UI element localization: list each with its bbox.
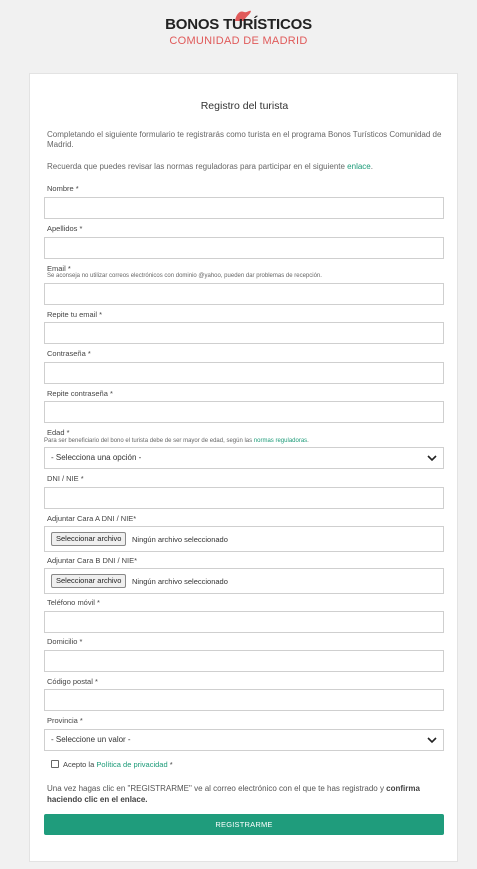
form-title: Registro del turista bbox=[200, 100, 289, 112]
provincia-select-value: - Seleccione un valor - bbox=[51, 735, 131, 744]
note-text: Una vez hagas clic en "REGISTRARME" ve al correo electrónico con el que te has registrado y bbox=[47, 784, 387, 793]
edad-label: Edad * bbox=[47, 428, 70, 437]
cara-a-filename: Ningún archivo seleccionado bbox=[132, 535, 228, 544]
cara-a-label: Adjuntar Cara A DNI / NIE* bbox=[47, 514, 137, 523]
cara-a-select-button[interactable]: Seleccionar archivo bbox=[51, 532, 126, 546]
repite-email-label: Repite tu email * bbox=[47, 310, 103, 319]
edad-hint-end: . bbox=[307, 438, 309, 444]
privacy-checkbox[interactable] bbox=[51, 760, 59, 768]
codigo-postal-label: Código postal * bbox=[47, 677, 98, 686]
telefono-input[interactable] bbox=[44, 611, 444, 633]
privacy-policy-link[interactable]: Política de privacidad bbox=[96, 760, 168, 769]
register-button[interactable]: REGISTRARME bbox=[44, 814, 444, 835]
email-hint: Se aconseja no utilizar correos electrónicos con dominio @yahoo, pueden dar problemas de recepción. bbox=[47, 273, 322, 279]
nombre-label: Nombre * bbox=[47, 184, 79, 193]
confirmation-note bbox=[47, 783, 442, 805]
cara-b-label: Adjuntar Cara B DNI / NIE* bbox=[47, 556, 138, 565]
brand-name: BONOS TURÍSTICOS bbox=[165, 16, 312, 33]
apellidos-label: Apellidos * bbox=[47, 224, 83, 233]
repite-email-input[interactable] bbox=[44, 322, 444, 344]
cara-b-select-button[interactable]: Seleccionar archivo bbox=[51, 574, 126, 588]
dni-label: DNI / NIE * bbox=[47, 474, 84, 483]
repite-contrasena-label: Repite contraseña * bbox=[47, 389, 113, 398]
contrasena-label: Contraseña * bbox=[47, 349, 91, 358]
repite-contrasena-input[interactable] bbox=[44, 401, 444, 423]
cara-b-filename: Ningún archivo seleccionado bbox=[132, 577, 228, 586]
edad-hint bbox=[44, 438, 309, 444]
rules-notice bbox=[47, 162, 442, 171]
dni-input[interactable] bbox=[44, 487, 444, 509]
provincia-label: Provincia * bbox=[47, 716, 83, 725]
provincia-select[interactable] bbox=[44, 729, 444, 751]
form-intro: Completando el siguiente formulario te registrarás como turista en el programa Bonos Turísticos Comunidad de Madrid. bbox=[47, 130, 442, 149]
rules-text: Recuerda que puedes revisar las normas reguladoras para participar en el siguiente bbox=[47, 162, 348, 171]
cara-b-file bbox=[44, 568, 444, 594]
nombre-input[interactable] bbox=[44, 197, 444, 219]
chevron-down-icon bbox=[427, 454, 437, 462]
normas-link[interactable]: normas reguladoras bbox=[253, 438, 308, 444]
domicilio-label: Domicilio * bbox=[47, 637, 83, 646]
privacy-prefix: Acepto la bbox=[63, 760, 97, 769]
edad-select[interactable] bbox=[44, 447, 444, 469]
email-input[interactable] bbox=[44, 283, 444, 305]
privacy-label bbox=[63, 760, 173, 769]
domicilio-input[interactable] bbox=[44, 650, 444, 672]
telefono-label: Teléfono móvil * bbox=[47, 598, 100, 607]
contrasena-input[interactable] bbox=[44, 362, 444, 384]
codigo-postal-input[interactable] bbox=[44, 689, 444, 711]
cara-a-file bbox=[44, 526, 444, 552]
brand-region: COMUNIDAD DE MADRID bbox=[169, 35, 308, 47]
registration-form bbox=[29, 73, 458, 862]
edad-select-value: - Selecciona una opción - bbox=[51, 453, 142, 462]
apellidos-input[interactable] bbox=[44, 237, 444, 259]
email-label: Email * bbox=[47, 264, 71, 273]
edad-hint-text: Para ser beneficiario del bono el turista debe de ser mayor de edad, según las bbox=[44, 438, 254, 444]
chevron-down-icon bbox=[427, 736, 437, 744]
note-bold: confirma haciendo clic en el enlace. bbox=[47, 784, 420, 804]
rules-link[interactable]: enlace bbox=[347, 162, 371, 171]
rules-end: . bbox=[370, 162, 373, 171]
privacy-suffix: * bbox=[167, 760, 173, 769]
